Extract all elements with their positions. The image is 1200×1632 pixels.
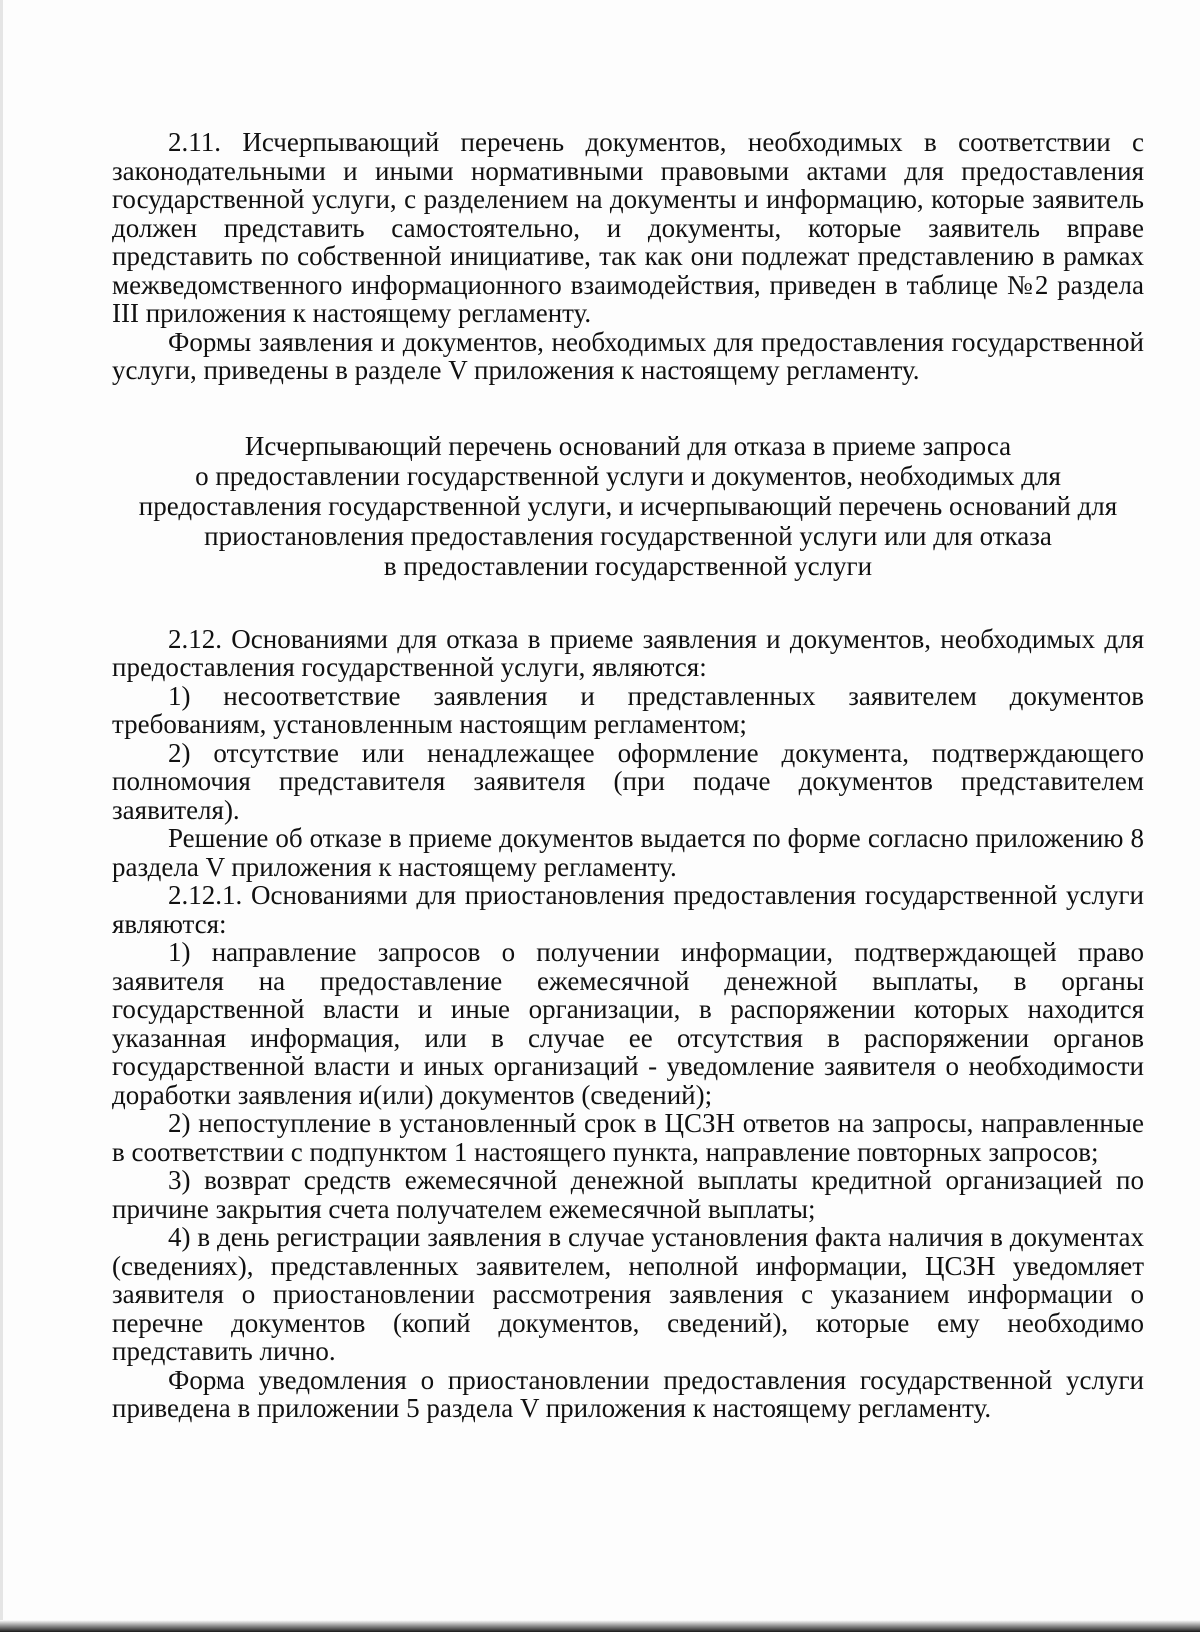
list-item: 2) непоступление в установленный срок в ЦСЗН ответов на запросы, направленные в соответствии с подпунктом 1 настоящего пункта, направление повторных запросов; bbox=[112, 1108, 1144, 1167]
heading-line: приостановления предоставления государственной услуги или для отказа bbox=[204, 520, 1052, 551]
list-item: 2) отсутствие или ненадлежащее оформление документа, подтверждающего полномочия представителя заявителя (при подаче документов представителем заявителя). bbox=[112, 737, 1144, 825]
paragraph-2-11: 2.11. Исчерпывающий перечень документов, необходимых в соответствии с законодательными и иными нормативными правовыми актами для предоставления государственной услуги, с разделением на документы и информацию, которые заявитель должен представить самостоятельно, и документы, которые заявитель вправе представить по собственной инициативе, так как они подлежат представлению в рамках межведомственного информационного взаимодействия, приведен в таблице №2 раздела III приложения к настоящему регламенту. bbox=[112, 127, 1144, 328]
scan-bottom-edge bbox=[0, 1620, 1200, 1632]
heading-line: о предоставлении государственной услуги и документов, необходимых для bbox=[195, 460, 1061, 491]
list-item: 1) несоответствие заявления и представленных заявителем документов требованиям, установленным настоящим регламентом; bbox=[112, 680, 1144, 739]
scan-left-edge bbox=[0, 0, 3, 1632]
list-item: 4) в день регистрации заявления в случае установления факта наличия в документах (сведениях), представленных заявителем, неполной информации, ЦСЗН уведомляет заявителя о приостановлении рассмотрения заявления с указанием информации о перечне документов (копий документов, сведений), которые ему необходимо представить лично. bbox=[112, 1222, 1144, 1366]
heading-line: в предоставлении государственной услуги bbox=[383, 550, 873, 581]
document-body bbox=[112, 128, 1144, 1423]
list-item: 3) возврат средств ежемесячной денежной выплаты кредитной организацией по причине закрытия счета получателем ежемесячной выплаты; bbox=[112, 1165, 1144, 1224]
heading-line: предоставления государственной услуги, и исчерпывающий перечень оснований для bbox=[138, 490, 1118, 521]
paragraph-2-12: 2.12. Основаниями для отказа в приеме заявления и документов, необходимых для предоставления государственной услуги, являются: bbox=[112, 623, 1144, 682]
paragraph-notification-form: Форма уведомления о приостановлении предоставления государственной услуги приведена в приложении 5 раздела V приложения к настоящему регламенту. bbox=[112, 1364, 1144, 1423]
paragraph-forms: Формы заявления и документов, необходимых для предоставления государственной услуги, приведены в разделе V приложения к настоящему регламенту. bbox=[112, 326, 1144, 385]
heading-line: Исчерпывающий перечень оснований для отказа в приеме запроса bbox=[244, 430, 1012, 461]
list-item: 1) направление запросов о получении информации, подтверждающей право заявителя на предоставление ежемесячной денежной выплаты, в органы государственной власти и иные организации, в распоряжении которых находится указанная информация, или в случае ее отсутствия в распоряжении органов государственной власти и иных организаций - уведомление заявителя о необходимости доработки заявления и(или) документов (сведений); bbox=[112, 937, 1144, 1110]
section-heading bbox=[112, 431, 1144, 581]
paragraph-refusal-decision: Решение об отказе в приеме документов выдается по форме согласно приложению 8 раздела V приложения к настоящему регламенту. bbox=[112, 823, 1144, 882]
paragraph-2-12-1: 2.12.1. Основаниями для приостановления предоставления государственной услуги являются: bbox=[112, 880, 1144, 939]
